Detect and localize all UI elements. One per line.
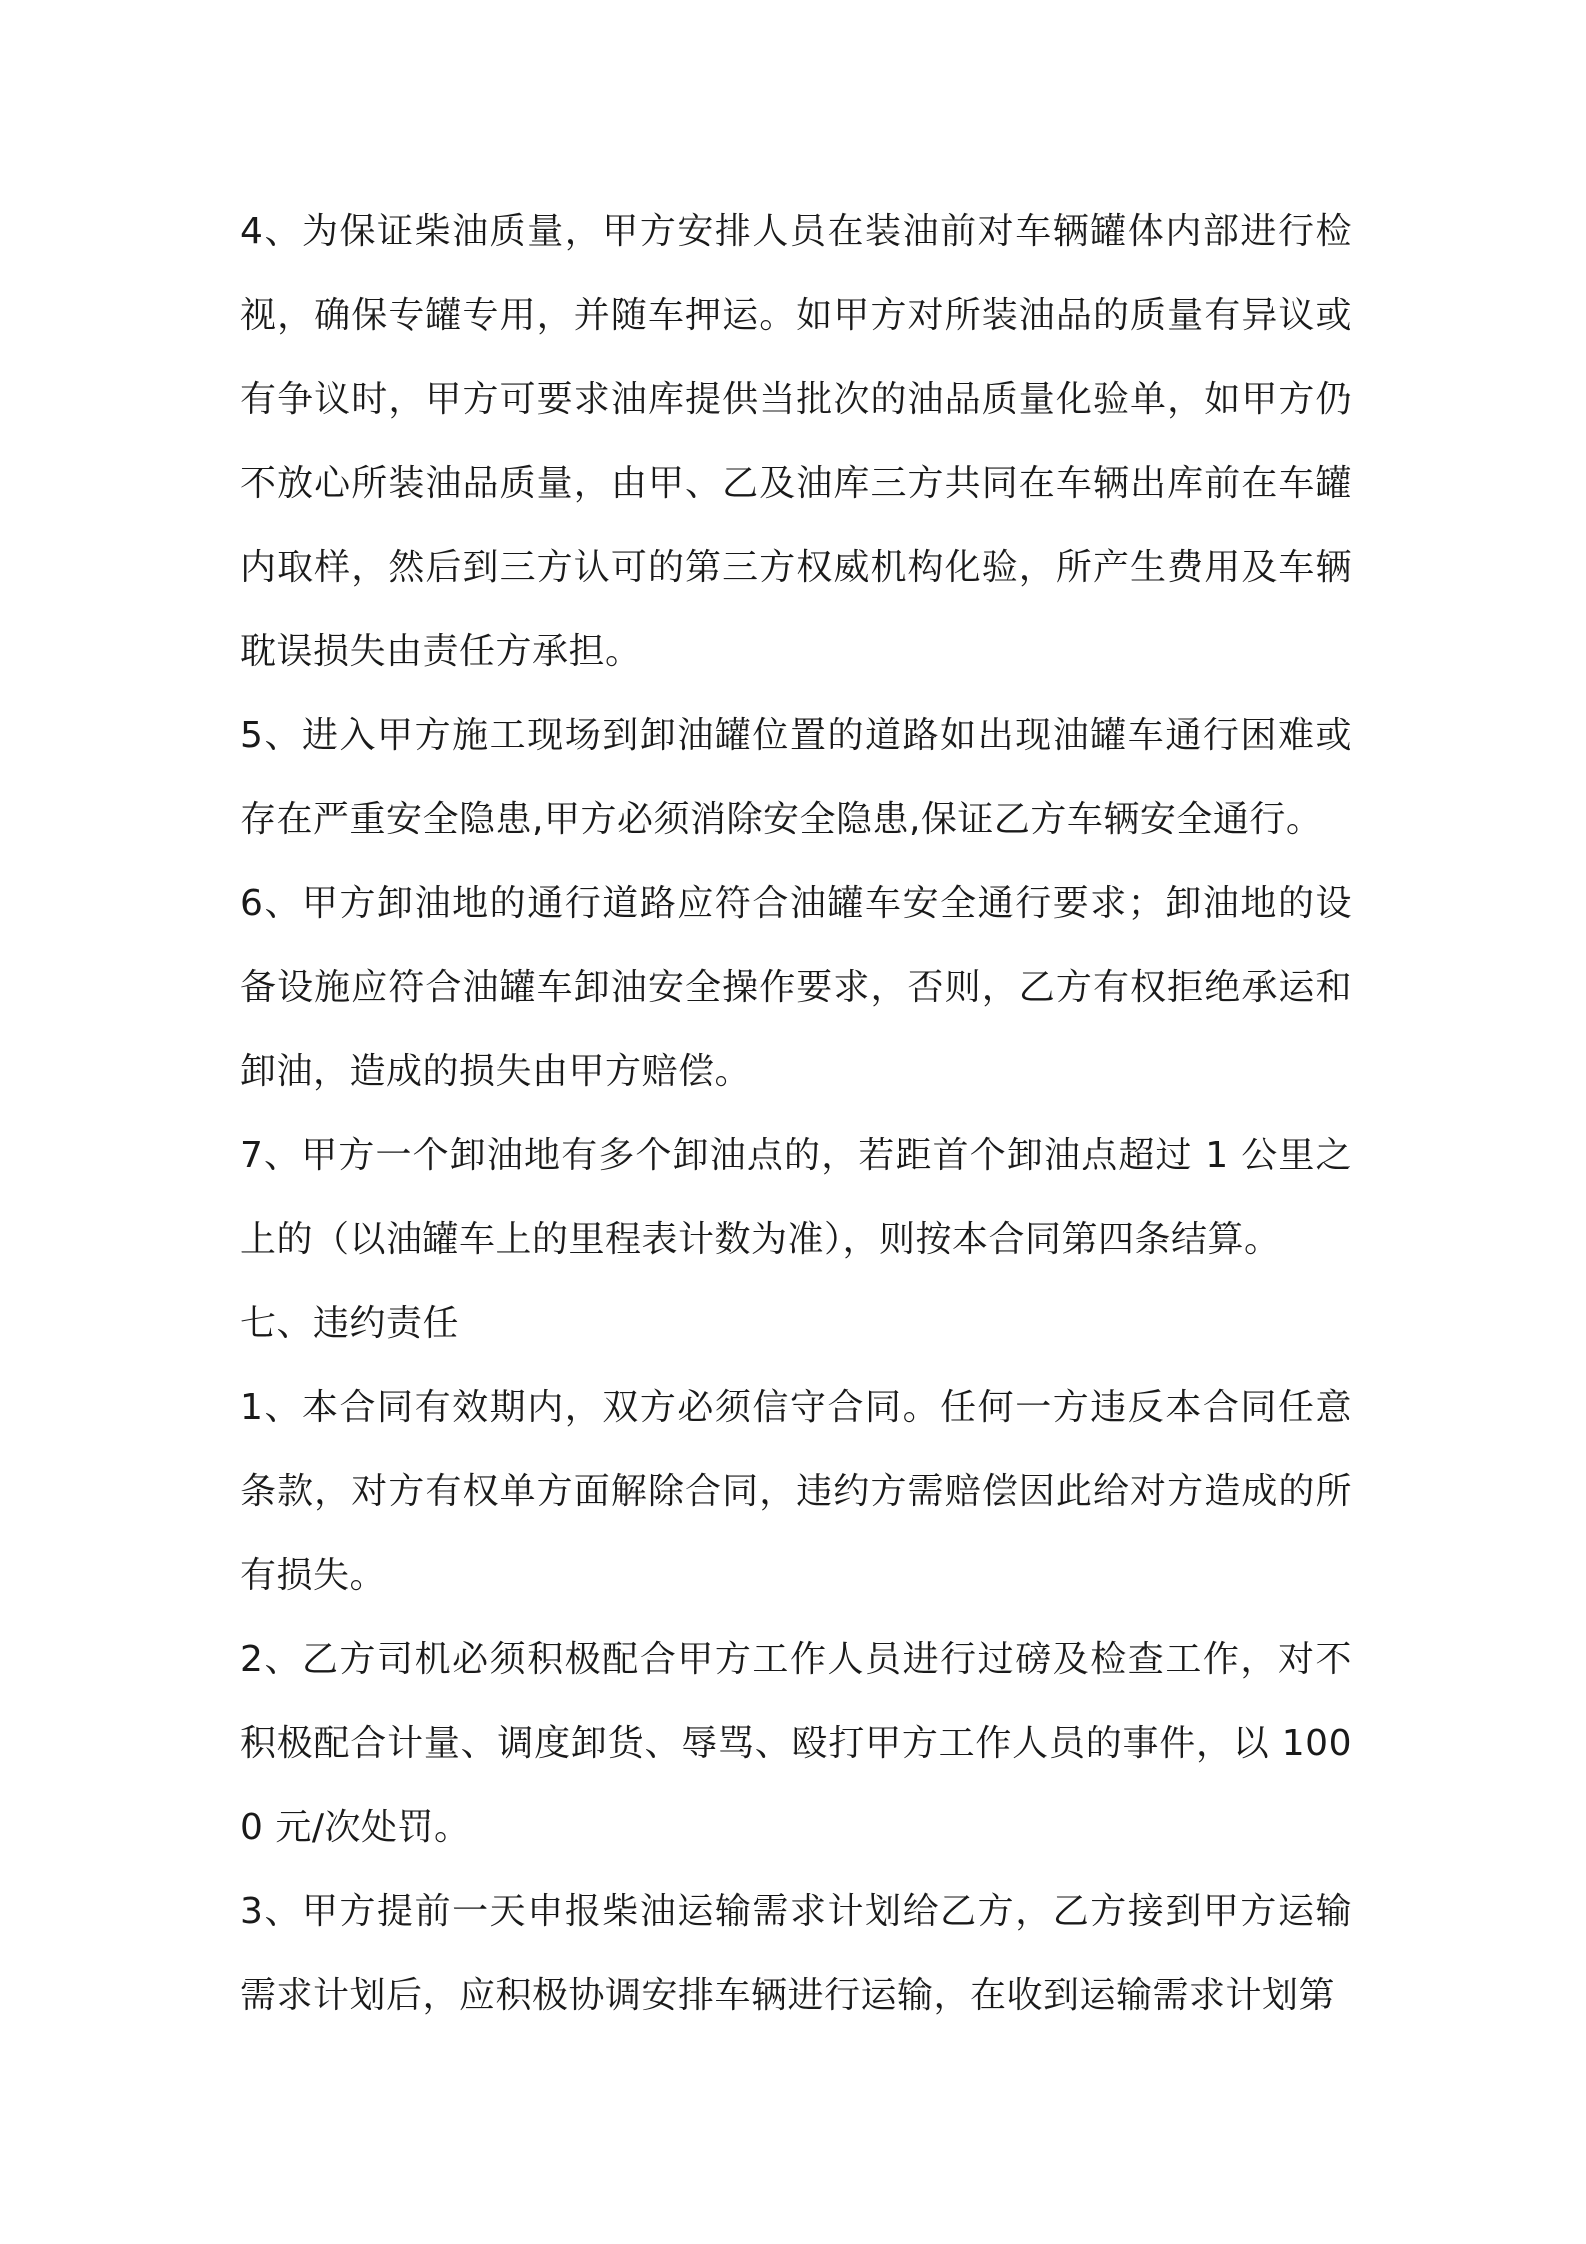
document-body (240, 190, 1352, 2038)
clause-6-5-paragraph: 5、进入甲方施工现场到卸油罐位置的道路如出现油罐车通行困难或存在严重安全隐患,甲方必须消除安全隐患,保证乙方车辆安全通行。 (240, 715, 1352, 840)
section-7-heading: 七、违约责任 (240, 1303, 460, 1344)
clause-7-1-paragraph: 1、本合同有效期内，双方必须信守合同。任何一方违反本合同任意条款，对方有权单方面解除合同，违约方需赔偿因此给对方造成的所有损失。 (240, 1387, 1352, 1596)
clause-6-4-paragraph: 4、为保证柴油质量，甲方安排人员在装油前对车辆罐体内部进行检视，确保专罐专用，并随车押运。如甲方对所装油品的质量有异议或有争议时，甲方可要求油库提供当批次的油品质量化验单，如甲方仍不放心所装油品质量，由甲、乙及油库三方共同在车辆出库前在车罐内取样，然后到三方认可的第三方权威机构化验，所产生费用及车辆耽误损失由责任方承担。 (240, 211, 1352, 672)
clause-7-3-paragraph: 3、甲方提前一天申报柴油运输需求计划给乙方，乙方接到甲方运输需求计划后，应积极协调安排车辆进行运输，在收到运输需求计划第 (240, 1891, 1352, 2016)
clause-6-6-paragraph: 6、甲方卸油地的通行道路应符合油罐车安全通行要求；卸油地的设备设施应符合油罐车卸油安全操作要求，否则，乙方有权拒绝承运和卸油，造成的损失由甲方赔偿。 (240, 883, 1352, 1092)
clause-6-7-paragraph: 7、甲方一个卸油地有多个卸油点的，若距首个卸油点超过 1 公里之上的（以油罐车上的里程表计数为准），则按本合同第四条结算。 (240, 1135, 1352, 1260)
clause-7-2-paragraph: 2、乙方司机必须积极配合甲方工作人员进行过磅及检查工作，对不积极配合计量、调度卸货、辱骂、殴打甲方工作人员的事件，以 1000 元/次处罚。 (240, 1639, 1352, 1848)
